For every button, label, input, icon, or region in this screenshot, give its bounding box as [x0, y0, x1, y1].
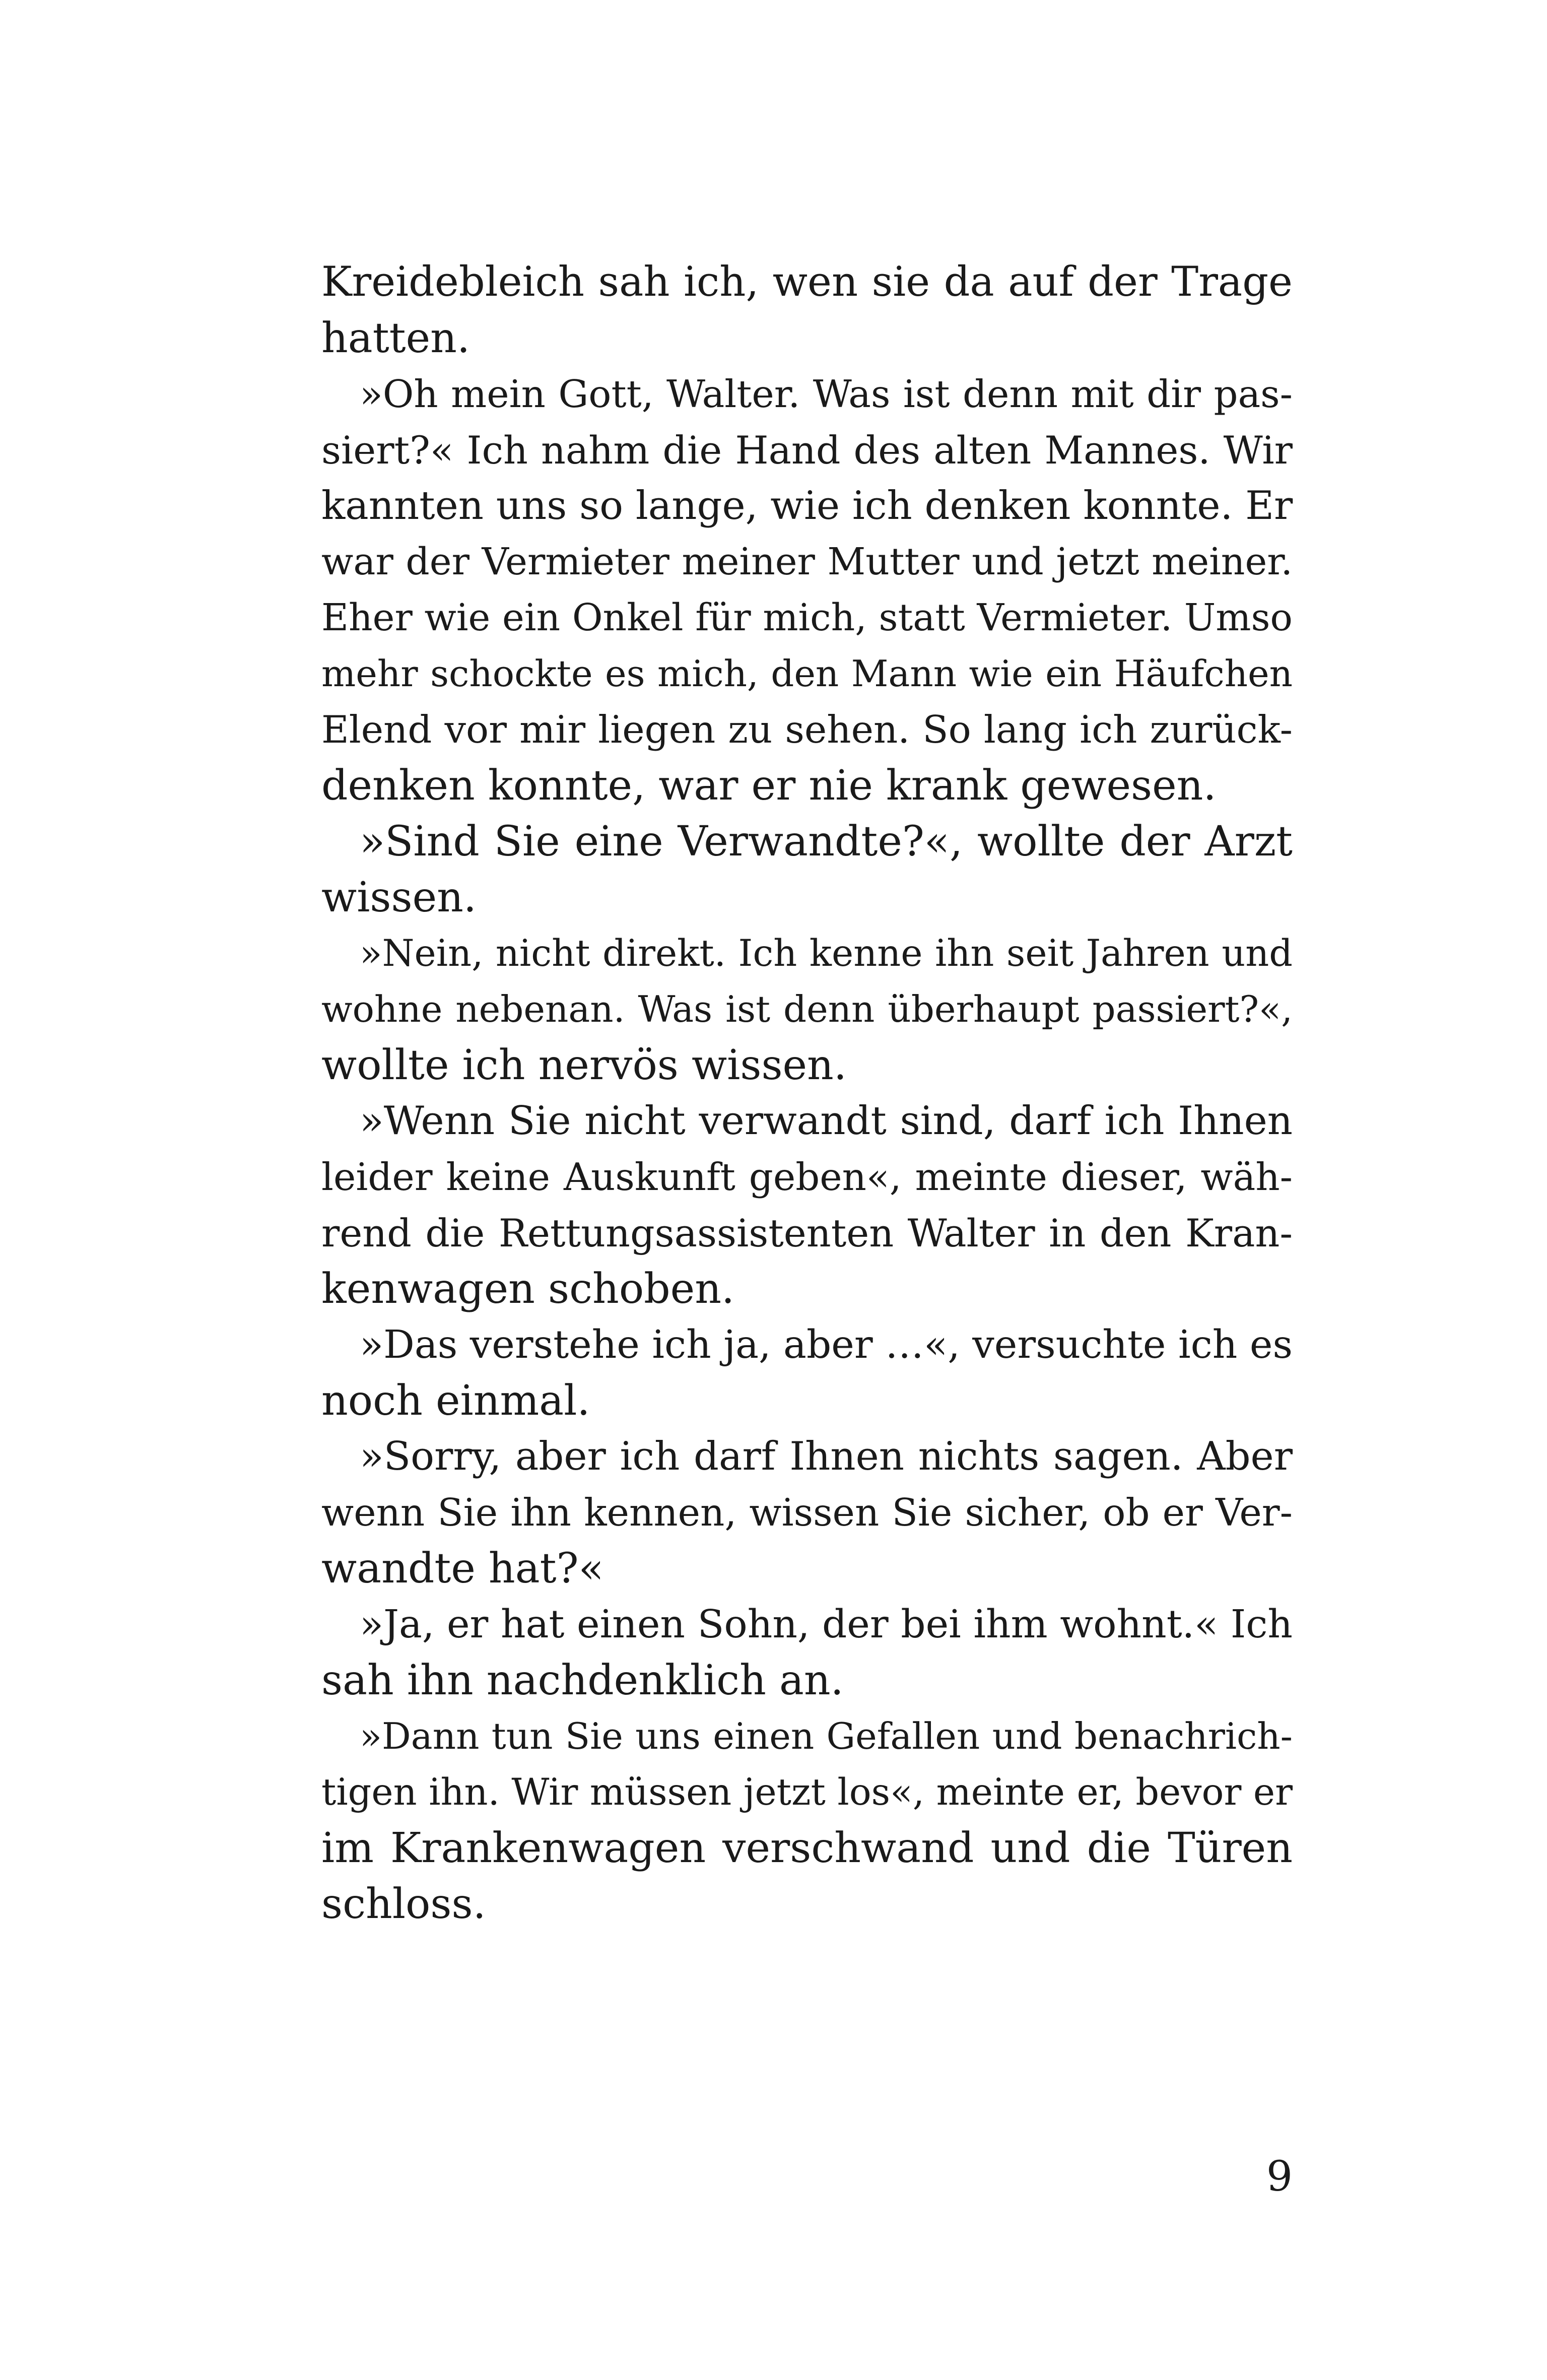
text-line: »Sind Sie eine Verwandte?«, wollte der Arzt: [360, 818, 1293, 866]
text-line: leider keine Auskunft geben«, meinte dieser, wäh-: [321, 1155, 1293, 1199]
text-line: sah ihn nachdenklich an.: [321, 1657, 844, 1704]
text-line: im Krankenwagen verschwand und die Türen: [321, 1824, 1293, 1872]
text-line: schloss.: [321, 1880, 486, 1928]
text-line: »Oh mein Gott, Walter. Was ist denn mit dir pas-: [360, 372, 1293, 416]
text-line: »Nein, nicht direkt. Ich kenne ihn seit Jahren und: [360, 932, 1293, 975]
text-line: war der Vermieter meiner Mutter und jetzt meiner.: [321, 540, 1293, 583]
text-line: wissen.: [321, 874, 477, 921]
text-line: siert?« Ich nahm die Hand des alten Mannes. Wir: [321, 428, 1293, 473]
text-line: denken konnte, war er nie krank gewesen.: [321, 762, 1217, 810]
text-line: mehr schockte es mich, den Mann wie ein Häufchen: [321, 652, 1293, 695]
text-line: noch einmal.: [321, 1377, 590, 1425]
text-line: tigen ihn. Wir müssen jetzt los«, meinte er, bevor er: [321, 1771, 1293, 1814]
text-line: Elend vor mir liegen zu sehen. So lang ich zurück-: [321, 707, 1293, 752]
text-line: »Sorry, aber ich darf Ihnen nichts sagen. Aber: [360, 1434, 1293, 1479]
text-line: »Ja, er hat einen Sohn, der bei ihm wohnt.« Ich: [360, 1602, 1293, 1647]
text-line: »Das verstehe ich ja, aber …«, versuchte ich es: [360, 1323, 1293, 1367]
text-line: wollte ich nervös wissen.: [321, 1041, 847, 1089]
text-line: kenwagen schoben.: [321, 1265, 735, 1313]
text-line: wandte hat?«: [321, 1545, 604, 1593]
page-number: 9: [1266, 2153, 1293, 2201]
text-line: wenn Sie ihn kennen, wissen Sie sicher, ob er Ver-: [321, 1490, 1293, 1535]
text-line: »Dann tun Sie uns einen Gefallen und benachrich-: [360, 1715, 1293, 1757]
text-line: hatten.: [321, 314, 470, 362]
text-line: Kreidebleich sah ich, wen sie da auf der Trage: [321, 258, 1293, 306]
text-line: Eher wie ein Onkel für mich, statt Vermieter. Umso: [321, 596, 1293, 639]
text-line: wohne nebenan. Was ist denn überhaupt passiert?«,: [321, 988, 1293, 1030]
body-text: [321, 254, 1293, 1932]
text-line: rend die Rettungsassistenten Walter in den Kran-: [321, 1211, 1293, 1255]
text-line: kannten uns so lange, wie ich denken konnte. Er: [321, 483, 1293, 528]
text-line: »Wenn Sie nicht verwandt sind, darf ich Ihnen: [360, 1098, 1293, 1144]
